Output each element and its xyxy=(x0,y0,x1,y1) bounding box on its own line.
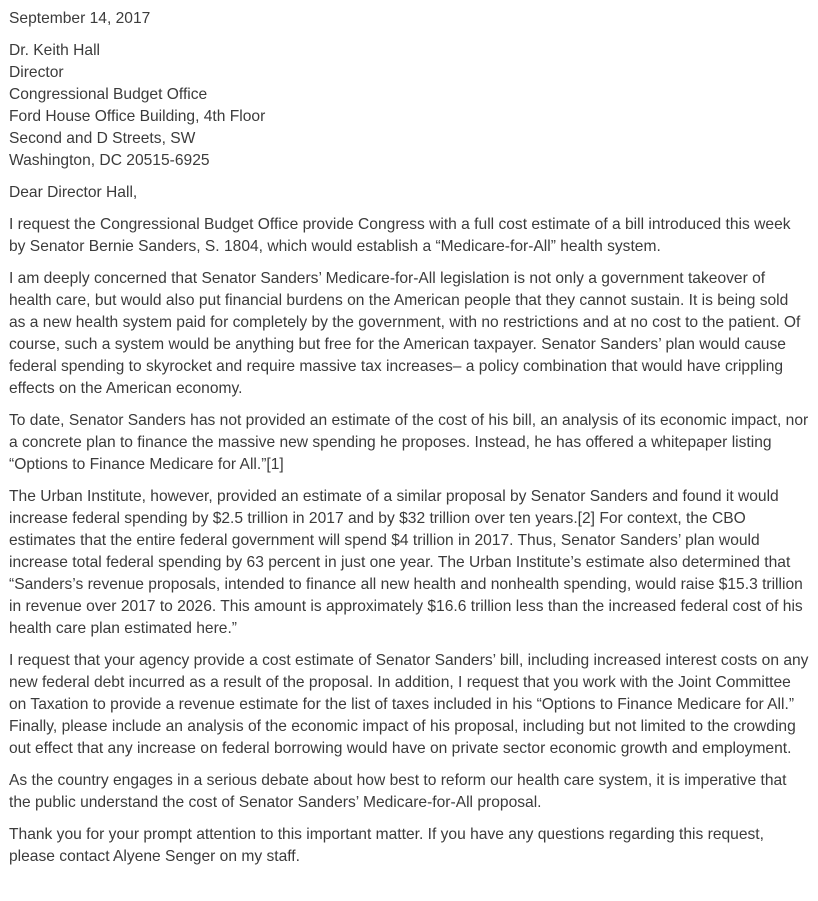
recipient-city: Washington, DC 20515-6925 xyxy=(9,152,210,169)
paragraph-cost-estimate-request: I request that your agency provide a cost estimate of Senator Sanders’ bill, including increased interest costs on any new federal debt incurred as a result of the proposal. In addition, I request that you work with the Joint Committee on Taxation to provide a revenue estimate for the list of taxes included in his “Options to Finance Medicare for All.” Finally, please include an analysis of the economic impact of his proposal, including but not limited to the crowding out effect that any increase on federal borrowing would have on private sector economic growth and employment. xyxy=(9,652,809,757)
salutation: Dear Director Hall, xyxy=(9,184,138,201)
paragraph-closing: Thank you for your prompt attention to this important matter. If you have any questions regarding this request, please contact Alyene Senger on my staff. xyxy=(9,826,764,865)
paragraph-concern: I am deeply concerned that Senator Sanders’ Medicare-for-All legislation is not only a government takeover of health care, but would also put financial burdens on the American people that they cannot sustain. It is being sold as a new health system paid for completely by the government, with no restrictions and at no cost to the patient. Of course, such a system would be anything but free for the American taxpayer. Senator Sanders’ plan would cause federal spending to skyrocket and require massive tax increases– a policy combination that would have crippling effects on the American economy. xyxy=(9,270,801,397)
recipient-name: Dr. Keith Hall xyxy=(9,42,100,59)
letter-body xyxy=(9,8,809,878)
paragraph-no-estimate: To date, Senator Sanders has not provided an estimate of the cost of his bill, an analysis of its economic impact, nor a concrete plan to finance the massive new spending he proposes. Instead, he has offered a whitepaper listing “Options to Finance Medicare for All.”[1] xyxy=(9,412,809,473)
letter-date: September 14, 2017 xyxy=(9,10,151,27)
paragraph-debate: As the country engages in a serious debate about how best to reform our health care system, it is imperative that the public understand the cost of Senator Sanders’ Medicare-for-All proposal. xyxy=(9,772,787,811)
paragraph-request: I request the Congressional Budget Office provide Congress with a full cost estimate of a bill introduced this week by Senator Bernie Sanders, S. 1804, which would establish a “Medicare-for-All” health system. xyxy=(9,216,791,255)
recipient-organization: Congressional Budget Office xyxy=(9,86,208,103)
recipient-address xyxy=(9,40,809,172)
paragraph-urban-institute: The Urban Institute, however, provided an estimate of a similar proposal by Senator Sanders and found it would increase federal spending by $2.5 trillion in 2017 and by $32 trillion over ten years.[2] For context, the CBO estimates that the entire federal government will spend $4 trillion in 2017. Thus, Senator Sanders’ plan would increase total federal spending by 63 percent in just one year. The Urban Institute’s estimate also determined that “Sanders’s revenue proposals, intended to finance all new health and nonhealth spending, would raise $15.3 trillion in revenue over 2017 to 2026. This amount is approximately $16.6 trillion less than the increased federal cost of his health care plan estimated here.” xyxy=(9,488,803,637)
recipient-title: Director xyxy=(9,64,64,81)
recipient-street: Second and D Streets, SW xyxy=(9,130,196,147)
recipient-building: Ford House Office Building, 4th Floor xyxy=(9,108,266,125)
